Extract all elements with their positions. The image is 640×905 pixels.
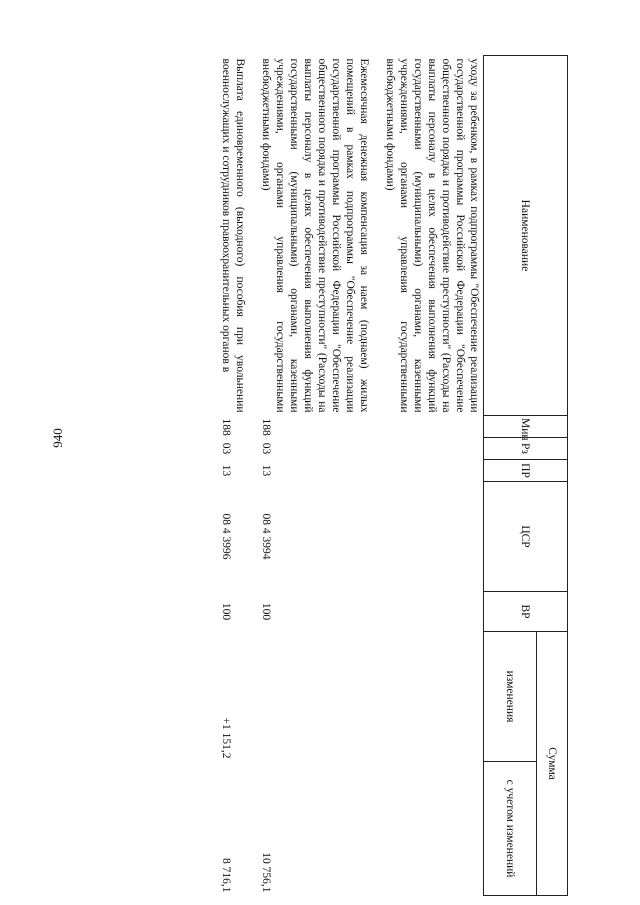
header-change: изменения — [484, 632, 537, 762]
row-change — [257, 632, 373, 762]
row-with-changes: 8 716,1 — [220, 858, 232, 893]
row-vr: 100 — [260, 602, 272, 621]
row-with-changes — [381, 762, 484, 896]
row-csr: 08 4 3996 — [220, 513, 232, 560]
header-sum: Сумма — [537, 632, 568, 896]
table-row — [257, 56, 373, 896]
header-rz: Рз — [484, 438, 568, 460]
header-name: Наименование — [484, 56, 568, 416]
row-pr — [381, 460, 484, 482]
row-rz — [381, 438, 484, 460]
table-header — [484, 56, 568, 896]
row-min: 188 — [220, 418, 232, 436]
row-name: уходу за ребенком, в рамках подпрограммы "Обеспечение реализации государственной программы Российской Федерации "Обеспечение общественного порядка и противодействие преступности" (Расходы на выплаты персоналу в целях обеспечения выполнения функций государственными (муниципальными) органами, казенными учреждениями, органами управления государственными внебюджетными фондами) — [384, 58, 480, 413]
row-pr: 13 — [260, 464, 272, 477]
rotated-page-content — [68, 55, 568, 895]
page-number: 940 — [50, 428, 65, 448]
budget-table — [217, 55, 568, 896]
row-vr — [381, 592, 484, 632]
row-rz: 03 — [260, 442, 272, 455]
row-name: Выплата единовременного (выходного) пособия при увольнении военнослужащих и сотрудников правоохранительных органов в — [220, 58, 246, 413]
header-csr: ЦСР — [484, 482, 568, 592]
row-rz: 03 — [220, 442, 232, 455]
header-pr: ПР — [484, 460, 568, 482]
table-row — [381, 56, 484, 896]
row-vr: 100 — [220, 602, 232, 621]
row-change — [381, 632, 484, 762]
row-name: Ежемесячная денежная компенсация за наем (поднаем) жилых помещений в рамках подпрограммы "Обеспечение реализации государственной программы Российской Федерации "Обеспечение общественного порядка и противодействие преступности" (Расходы на выплаты персоналу в целях обеспечения выполнения функций государственными (муниципальными) органами, казенными учреждениями, органами управления государственными внебюджетными фондами) — [260, 58, 370, 413]
row-min — [381, 416, 484, 438]
row-csr — [381, 482, 484, 592]
table-row — [217, 56, 249, 896]
header-with-changes: с учетом изменений — [484, 762, 537, 896]
header-min: Мин — [484, 416, 568, 438]
row-csr: 08 4 3994 — [260, 513, 272, 560]
row-with-changes: 10 756,1 — [260, 852, 272, 893]
row-pr: 13 — [220, 464, 232, 477]
row-min: 188 — [260, 418, 272, 436]
row-change: +1 151,2 — [220, 717, 232, 759]
header-vr: ВР — [484, 592, 568, 632]
